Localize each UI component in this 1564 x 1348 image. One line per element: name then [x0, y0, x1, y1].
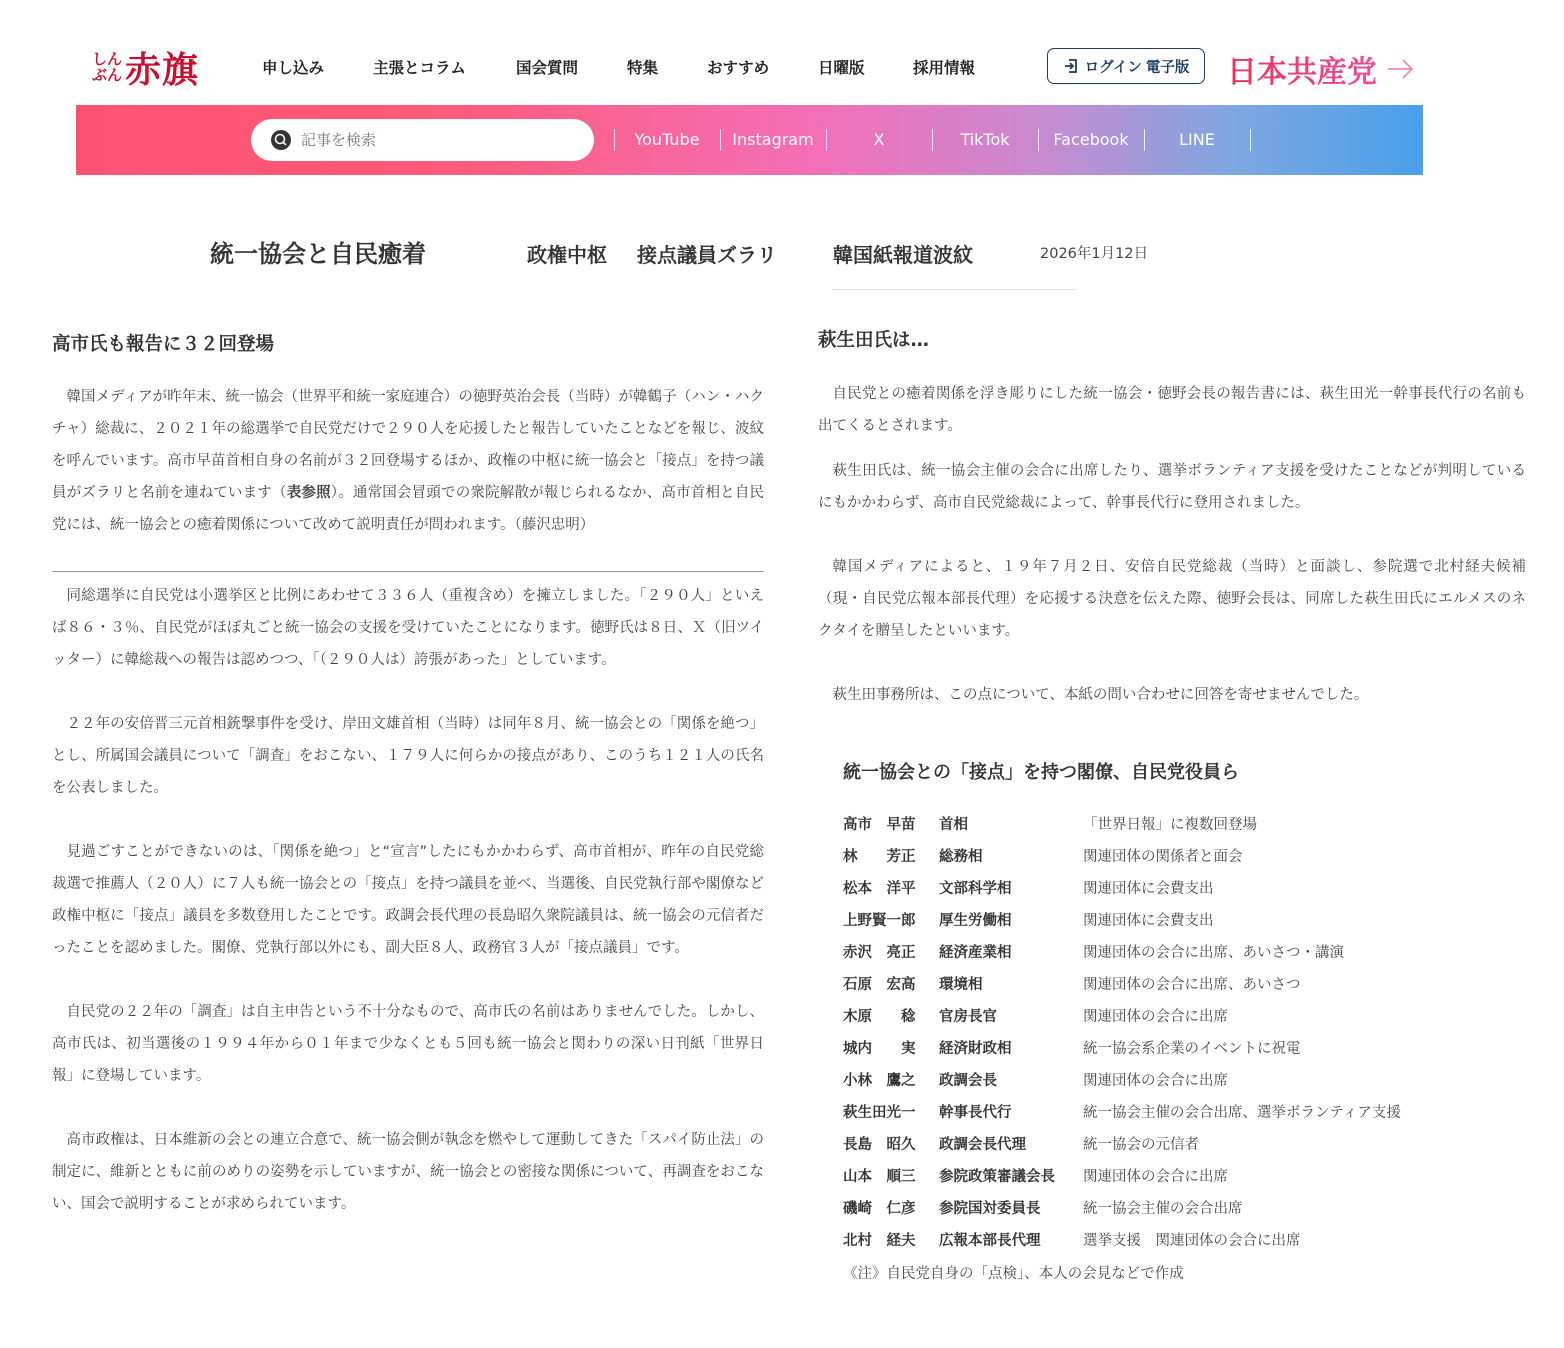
table-row — [843, 1190, 1483, 1222]
contact-table — [843, 806, 1483, 1254]
nav-item-columns[interactable]: 主張とコラム — [373, 59, 466, 77]
row-note: 統一協会系企業のイベントに祝電 — [1083, 1041, 1301, 1057]
lead-divider — [52, 571, 764, 572]
body-paragraph-1: 同総選挙に自民党は小選挙区と比例にあわせて３３６人（重複含め）を擁立しました。「２９０人」といえば８６・３％、自民党がほぼ丸ごと統一協会の支援を受けていたことになります。徳野氏は８日、Ｘ（旧ツイッター）に韓総裁への報告は認めつつ、「（２９０人は）誇張があった」としています。 — [52, 588, 764, 668]
login-label: ログイン — [1084, 59, 1142, 76]
table-row — [843, 998, 1483, 1030]
table-footnote: 《注》自民党自身の「点検」、本人の会見などで作成 — [843, 1266, 1184, 1282]
row-post: 参院国対委員長 — [939, 1201, 1041, 1217]
right-column — [818, 326, 1526, 711]
logo-kana-2: ぶん — [92, 66, 123, 84]
contact-table-title: 統一協会との「接点」を持つ閣僚、自民党役員ら — [843, 762, 1239, 783]
row-note: 統一協会主催の会合出席 — [1083, 1201, 1243, 1217]
row-note: 関連団体の会合に出席 — [1083, 1073, 1228, 1089]
row-name: 松本 洋平 — [843, 881, 916, 897]
article-subtitle-1: 政権中枢 — [527, 243, 607, 267]
row-note: 関連団体の会合に出席 — [1083, 1009, 1228, 1025]
table-row — [843, 870, 1483, 902]
nav-item-subscribe[interactable]: 申し込み — [262, 59, 325, 77]
row-post: 広報本部長代理 — [939, 1233, 1041, 1249]
table-row — [843, 1158, 1483, 1190]
row-note: 関連団体の関係者と面会 — [1083, 849, 1243, 865]
row-note: 関連団体の会合に出席 — [1083, 1169, 1228, 1185]
row-post: 官房長官 — [939, 1009, 997, 1025]
left-section-title: 高市氏も報告に３２回登場 — [52, 334, 275, 355]
article-subtitle-2: 接点議員ズラリ — [637, 243, 777, 267]
right-paragraph-2: 萩生田氏は、統一協会主催の会合に出席したり、選挙ボランティア支援を受けたことなどが判明しているにもかかわらず、高市自民党総裁によって、幹事長代行に登用されました。 — [818, 463, 1526, 511]
row-post: 環境相 — [939, 977, 983, 993]
table-reference: 表参照 — [286, 485, 331, 501]
row-note: 「世界日報」に複数回登場 — [1083, 817, 1257, 833]
lead-text: 韓国メディアが昨年末、統一協会（世界平和統一家庭連合）の徳野英治会長（当時）が韓鶴子（ハン・ハクチャ）総裁に、２０２１年の総選挙で自民党だけで２９０人を応援したと報告していたことなどを報じ、波紋を呼んでいます。高市早苗首相自身の名前が３２回登場するほか、政権の中枢に統一協会と「接点」を持つ議員がズラリと名前を連ねています（ — [52, 389, 764, 501]
row-post: 参院政策審議会長 — [939, 1169, 1055, 1185]
row-post: 政調会長代理 — [939, 1137, 1026, 1153]
row-name: 小林 鷹之 — [843, 1073, 916, 1089]
sns-tiktok-link[interactable]: TikTok — [960, 130, 1010, 149]
row-name: 長島 昭久 — [843, 1137, 916, 1153]
row-name: 城内 実 — [843, 1041, 916, 1057]
right-section-title: 萩生田氏は… — [818, 330, 930, 351]
row-note: 関連団体の会合に出席、あいさつ — [1083, 977, 1301, 993]
nav-item-diet-questions[interactable]: 国会質問 — [516, 59, 579, 77]
sns-line-link[interactable]: LINE — [1179, 130, 1215, 149]
row-post: 首相 — [939, 817, 968, 833]
row-note: 関連団体の会合に出席、あいさつ・講演 — [1083, 945, 1344, 961]
row-name: 木原 稔 — [843, 1009, 916, 1025]
login-button[interactable] — [1047, 48, 1205, 84]
row-name: 赤沢 亮正 — [843, 945, 916, 961]
article-title: 統一協会と自民癒着 — [210, 240, 426, 268]
row-name: 山本 順三 — [843, 1169, 916, 1185]
body-paragraph-3: 見過ごすことができないのは、「関係を絶つ」と“宣言”したにもかかわらず、高市首相が、昨年の自民党総裁選で推薦人（２０人）に７人も統一協会との「接点」を持つ議員を並べ、当選後、自民党執行部や閣僚など政権中枢に「接点」議員を多数登用したことです。政調会長代理の長島昭久衆院議員は、統一協会の元信者だったことを認めました。閣僚、党執行部以外にも、副大臣８人、政務官３人が「接点議員」です。 — [52, 844, 764, 956]
table-row — [843, 1030, 1483, 1062]
table-row — [843, 806, 1483, 838]
row-name: 萩生田光一 — [843, 1105, 916, 1121]
nav-item-recommended[interactable]: おすすめ — [707, 59, 770, 77]
row-post: 厚生労働相 — [939, 913, 1012, 929]
sns-links — [76, 105, 1423, 175]
logo-kana-1: しん — [92, 50, 123, 68]
row-post: 幹事長代行 — [939, 1105, 1012, 1121]
row-name: 林 芳正 — [843, 849, 916, 865]
right-paragraph-3: 韓国メディアによると、１９年７月２日、安倍自民党総裁（当時）と面談し、参院選で北村経夫候補（現・自民党広報本部長代理）を応援する決意を伝えた際、徳野会長は、同席した萩生田氏にエルメスのネクタイを贈呈したといいます。 — [818, 559, 1526, 639]
sns-youtube-link[interactable]: YouTube — [634, 130, 700, 149]
lead-paragraph — [52, 381, 764, 541]
body-paragraph-2: ２２年の安倍晋三元首相銃撃事件を受け、岸田文雄首相（当時）は同年８月、統一協会との「関係を絶つ」とし、所属国会議員について「調査」をおこない、１７９人に何らかの接点があり、このうち１２１人の氏名を公表しました。 — [52, 716, 764, 796]
login-sub-label: 電子版 — [1145, 59, 1190, 76]
party-logo-link[interactable] — [1227, 47, 1415, 91]
lead-text-end: ）。通常国会冒頭での衆院解散が報じられるなか、高市首相と自民党には、統一協会との癒着関係について改めて説明責任が問われます。（藤沢忠明） — [52, 485, 765, 533]
row-name: 石原 宏高 — [843, 977, 916, 993]
row-note: 選挙支援 関連団体の会合に出席 — [1083, 1233, 1301, 1249]
sns-separator — [1250, 129, 1251, 151]
row-note: 関連団体に会費支出 — [1083, 881, 1214, 897]
row-note: 関連団体に会費支出 — [1083, 913, 1214, 929]
table-row — [843, 1094, 1483, 1126]
table-row — [843, 1126, 1483, 1158]
table-row — [843, 934, 1483, 966]
headline-divider — [833, 289, 1076, 290]
row-post: 経済産業相 — [939, 945, 1012, 961]
table-row — [843, 902, 1483, 934]
row-note: 統一協会の元信者 — [1083, 1137, 1199, 1153]
sns-instagram-link[interactable]: Instagram — [732, 130, 814, 149]
sns-x-link[interactable]: X — [873, 130, 885, 149]
login-icon — [1063, 58, 1079, 74]
article-subtitle-3: 韓国紙報道波紋 — [833, 243, 973, 267]
sns-search-bar — [76, 105, 1423, 175]
row-name: 北村 経夫 — [843, 1233, 916, 1249]
article-date: 2026年1月12日 — [1040, 246, 1149, 262]
row-post: 経済財政相 — [939, 1041, 1012, 1057]
nav-item-sunday-edition[interactable]: 日曜版 — [818, 59, 865, 77]
logo-kanji: 赤旗 — [125, 48, 200, 91]
left-column — [52, 330, 764, 1220]
right-paragraph-1: 自民党との癒着関係を浮き彫りにした統一協会・徳野会長の報告書には、萩生田光一幹事長代行の名前も出てくるとされます。 — [818, 386, 1526, 434]
nav-item-features[interactable]: 特集 — [627, 59, 659, 77]
nav-item-recruit[interactable]: 採用情報 — [913, 59, 976, 77]
table-row — [843, 966, 1483, 998]
table-row — [843, 838, 1483, 870]
row-post: 文部科学相 — [939, 881, 1012, 897]
row-name: 磯崎 仁彦 — [843, 1201, 916, 1217]
arrow-right-icon — [1387, 58, 1415, 80]
party-logo: 日本共産党 — [1227, 47, 1377, 91]
body-paragraph-4: 自民党の２２年の「調査」は自主申告という不十分なもので、高市氏の名前はありませんでした。しかし、高市氏は、初当選後の１９９４年から０１年まで少なくとも５回も統一協会と関わりの深い日刊紙「世界日報」に登場しています。 — [52, 1004, 764, 1084]
row-note: 統一協会主催の会合出席、選挙ボランティア支援 — [1083, 1105, 1401, 1121]
sns-facebook-link[interactable]: Facebook — [1053, 130, 1129, 149]
row-name: 高市 早苗 — [843, 817, 916, 833]
row-post: 総務相 — [939, 849, 983, 865]
row-post: 政調会長 — [939, 1073, 997, 1089]
right-paragraph-4: 萩生田事務所は、この点について、本紙の問い合わせに回答を寄せませんでした。 — [832, 687, 1369, 703]
table-row — [843, 1222, 1483, 1254]
table-row — [843, 1062, 1483, 1094]
row-name: 上野賢一郎 — [843, 913, 916, 929]
body-paragraph-5: 高市政権は、日本維新の会との連立合意で、統一協会側が執念を燃やして運動してきた「スパイ防止法」の制定に、維新とともに前のめりの姿勢を示していますが、統一協会との密接な関係について、再調査をおこない、国会で説明することが求められています。 — [52, 1132, 764, 1212]
